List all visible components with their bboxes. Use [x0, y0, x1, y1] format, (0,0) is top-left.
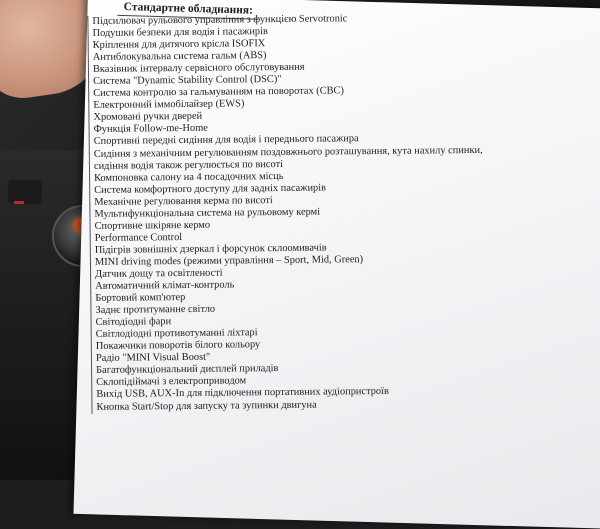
equipment-sheet — [73, 0, 600, 529]
list-item: Спортивні передні сидіння для водія і переднього пасажира — [93, 133, 359, 148]
list-item: Світлодіодні противотуманні ліхтарі — [95, 327, 258, 341]
list-item: Покажчики поворотів білого кольору — [95, 339, 261, 353]
list-item: Датчик дощу та освітленості — [95, 267, 223, 280]
list-item: Кріплення для дитячого крісла ISOFIX — [92, 38, 266, 52]
list-item: Склопідіймачі з електроприводом — [96, 375, 247, 389]
list-item: Електронний іммобілайзер (EWS) — [93, 98, 245, 112]
list-item: Підсилювач рульового управління з функцією Servotronic — [92, 13, 348, 27]
list-item: Performance Control — [94, 231, 183, 244]
list-item: Функція Follow-me-Home — [93, 123, 208, 136]
list-item: MINI driving modes (режими управління – Sport, Mid, Green) — [94, 254, 364, 268]
list-item: Підігрів зовнішніх дзеркал і форсунок склоомивачів — [94, 242, 327, 256]
list-item: Радіо "MINI Visual Boost" — [95, 352, 211, 365]
list-item: Компоновка салону на 4 посадочних місць — [94, 170, 284, 184]
button-indicator-light — [14, 201, 24, 204]
feature-list — [87, 11, 532, 413]
sheet-title: Стандартне обладнання: — [117, 1, 259, 20]
list-item: Кнопка Start/Stop для запуску та зупинки двигуна — [96, 399, 317, 413]
list-item: Сидіння з механічним регулюванням поздовжнього розташування, кута нахилу спинки, сидіння водія також регулюється по висоті — [93, 144, 483, 172]
list-item: Багатофункціональний дисплей приладів — [96, 363, 279, 377]
list-item: Хромовані ручки дверей — [93, 111, 203, 124]
list-item: Антиблокувальна система гальм (ABS) — [92, 50, 267, 64]
list-item: Вказівник інтервалу сервісного обслуговування — [92, 61, 305, 76]
list-item: Вихід USB, AUX-In для підключення портативних аудіопристроїв — [96, 386, 389, 401]
list-item: Бортовий комп'ютер — [95, 292, 186, 305]
list-item: Система "Dynamic Stability Control (DSC)" — [93, 74, 282, 88]
list-item: Система комфортного доступу для задніх пасажирів — [94, 182, 327, 196]
list-item: Система контролю за гальмуванням на поворотах (CBC) — [93, 85, 344, 100]
list-item: Світодіодні фари — [95, 316, 172, 329]
list-item: Механічне регулювання керма по висоті — [94, 194, 273, 208]
list-item: Автоматичний клімат-контроль — [95, 279, 235, 292]
list-item: Мультифункціональна система на рульовому кермі — [94, 206, 321, 220]
list-item: Спортивне шкіряне кермо — [94, 219, 211, 232]
list-item: Заднє протитуманне світло — [95, 303, 216, 317]
list-item: Подушки безпеки для водія і пасажирів — [92, 26, 268, 39]
